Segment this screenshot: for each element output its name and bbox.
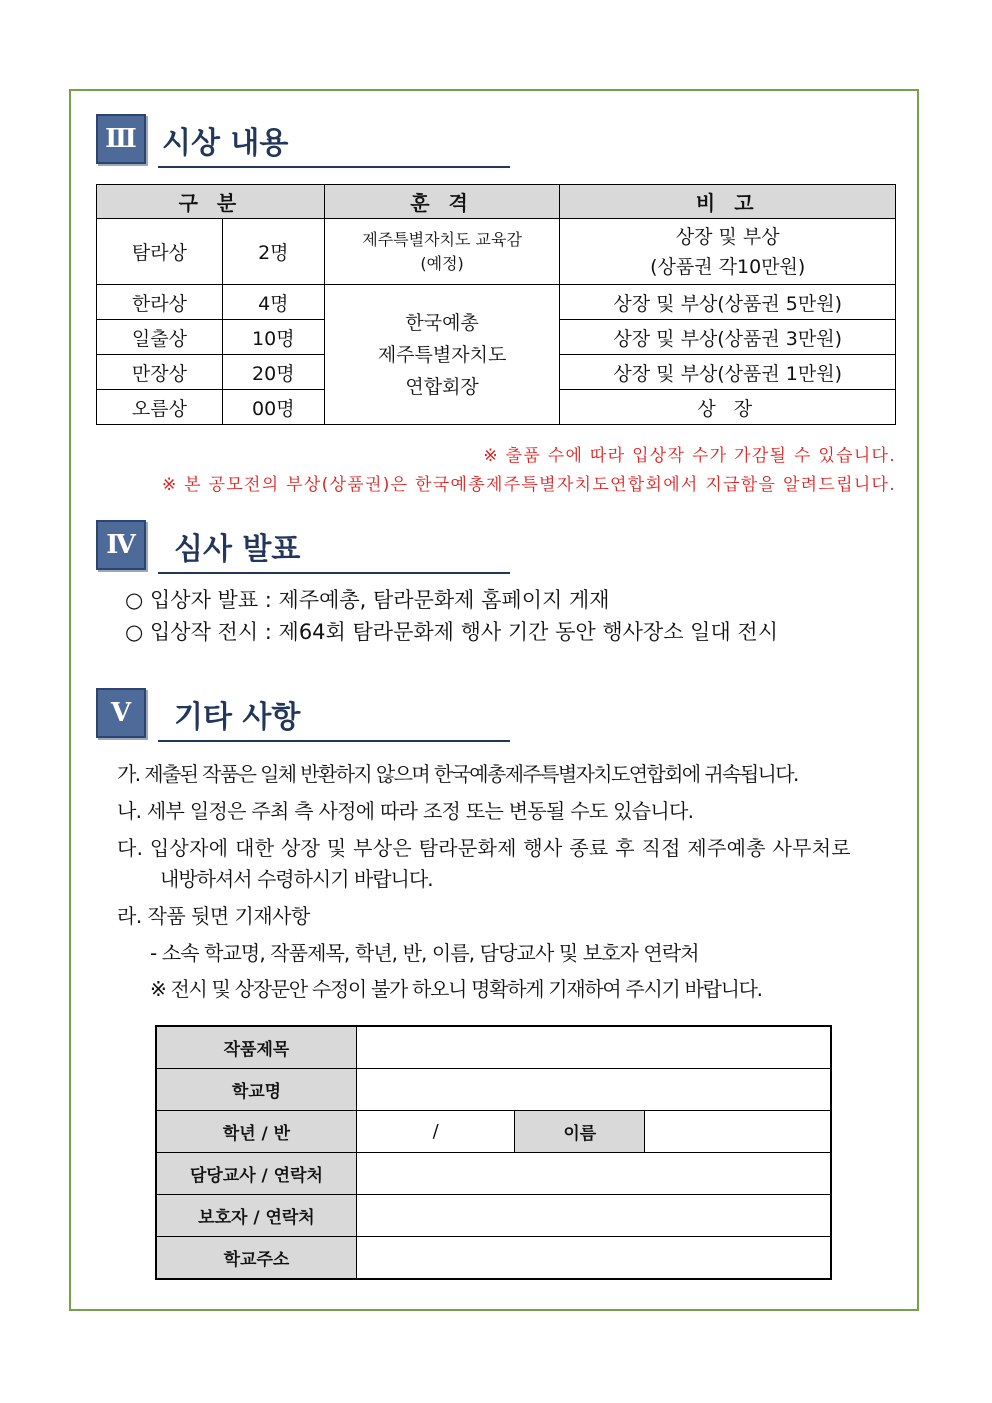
other-item-ra-sub1: - 소속 학교명, 작품제목, 학년, 반, 이름, 담당교사 및 보호자 연락처 bbox=[150, 941, 699, 965]
school-name-field[interactable] bbox=[356, 1069, 831, 1111]
prize-count: 4명 bbox=[222, 285, 324, 320]
section-5-underline bbox=[158, 740, 510, 742]
grade-class-field[interactable]: / bbox=[356, 1111, 515, 1153]
award-cell-1 bbox=[324, 219, 560, 285]
section-5-heading bbox=[96, 688, 510, 742]
remark-cell-5: 상 장 bbox=[560, 390, 896, 425]
section-3-heading bbox=[96, 114, 510, 168]
section-4-title: 심사 발표 bbox=[174, 532, 301, 567]
remark-cell-3: 상장 및 부상(상품권 3만원) bbox=[560, 320, 896, 355]
section-4-heading bbox=[96, 520, 510, 574]
other-item-da-line2: 내방하셔서 수령하시기 바랍니다. bbox=[160, 867, 433, 891]
student-name-label: 이름 bbox=[515, 1111, 645, 1153]
school-address-label: 학교주소 bbox=[156, 1237, 356, 1280]
school-name-label: 학교명 bbox=[156, 1069, 356, 1111]
prize-note-2: ※ 본 공모전의 부상(상품권)은 한국예총제주특별자치도연합회에서 지급함을 알려드립니다. bbox=[161, 475, 896, 495]
prize-count: 20명 bbox=[222, 355, 324, 390]
prize-note-1: ※ 출품 수에 따라 입상작 수가 가감될 수 있습니다. bbox=[483, 446, 896, 466]
prize-name: 한라상 bbox=[97, 285, 223, 320]
section-5-number: Ⅴ bbox=[96, 688, 146, 738]
section-4-underline bbox=[158, 572, 510, 574]
remark-cell-1 bbox=[560, 219, 896, 285]
prize-count: 2명 bbox=[222, 219, 324, 285]
section-4-number: Ⅳ bbox=[96, 520, 146, 570]
prize-name: 일출상 bbox=[97, 320, 223, 355]
section-3-underline bbox=[158, 166, 510, 168]
artwork-info-form bbox=[155, 1025, 832, 1280]
award-1-line1: 제주특별자치도 교육감 bbox=[362, 229, 522, 249]
award-2-line1: 한국예총 bbox=[405, 311, 479, 334]
prize-table bbox=[96, 184, 896, 425]
remark-cell-2: 상장 및 부상(상품권 5만원) bbox=[560, 285, 896, 320]
other-item-ra-sub2: ※ 전시 및 상장문안 수정이 불가 하오니 명확하게 기재하여 주시기 바랍니다. bbox=[150, 977, 762, 1001]
remark-1-line2: (상품권 각10만원) bbox=[650, 255, 806, 278]
award-2-line2: 제주특별자치도 bbox=[377, 343, 507, 366]
other-item-na: 나. 세부 일정은 주최 측 사정에 따라 조정 또는 변동될 수도 있습니다. bbox=[117, 799, 694, 823]
section-3-number: Ⅲ bbox=[96, 114, 146, 164]
section-5-title: 기타 사항 bbox=[174, 700, 301, 735]
announcement-item: ○ 입상작 전시 : 제64회 탐라문화제 행사 기간 동안 행사장소 일대 전시 bbox=[125, 620, 778, 644]
teacher-contact-label: 담당교사 / 연락처 bbox=[156, 1153, 356, 1195]
other-item-ga: 가. 제출된 작품은 일체 반환하지 않으며 한국예총제주특별자치도연합회에 귀속됩니다. bbox=[117, 762, 798, 786]
student-name-field[interactable] bbox=[645, 1111, 831, 1153]
award-cell-2 bbox=[324, 285, 560, 425]
other-item-ra: 라. 작품 뒷면 기재사항 bbox=[117, 904, 310, 928]
prize-count: 00명 bbox=[222, 390, 324, 425]
prize-count: 10명 bbox=[222, 320, 324, 355]
artwork-title-field[interactable] bbox=[356, 1026, 831, 1069]
header-category: 구 분 bbox=[97, 185, 325, 219]
prize-name: 탐라상 bbox=[97, 219, 223, 285]
guardian-contact-label: 보호자 / 연락처 bbox=[156, 1195, 356, 1237]
guardian-contact-field[interactable] bbox=[356, 1195, 831, 1237]
other-item-da-line1: 다. 입상자에 대한 상장 및 부상은 탐라문화제 행사 종료 후 직접 제주예총 사무처로 bbox=[117, 836, 852, 860]
prize-name: 만장상 bbox=[97, 355, 223, 390]
artwork-title-label: 작품제목 bbox=[156, 1026, 356, 1069]
teacher-contact-field[interactable] bbox=[356, 1153, 831, 1195]
grade-class-label: 학년 / 반 bbox=[156, 1111, 356, 1153]
announcement-item: ○ 입상자 발표 : 제주예총, 탐라문화제 홈페이지 게재 bbox=[125, 588, 610, 612]
header-award: 훈 격 bbox=[324, 185, 560, 219]
header-remarks: 비 고 bbox=[560, 185, 896, 219]
award-1-line2: (예정) bbox=[420, 253, 464, 273]
remark-1-line1: 상장 및 부상 bbox=[675, 225, 780, 248]
award-2-line3: 연합회장 bbox=[405, 375, 479, 398]
remark-cell-4: 상장 및 부상(상품권 1만원) bbox=[560, 355, 896, 390]
prize-name: 오름상 bbox=[97, 390, 223, 425]
section-3-title: 시상 내용 bbox=[162, 126, 289, 161]
school-address-field[interactable] bbox=[356, 1237, 831, 1280]
